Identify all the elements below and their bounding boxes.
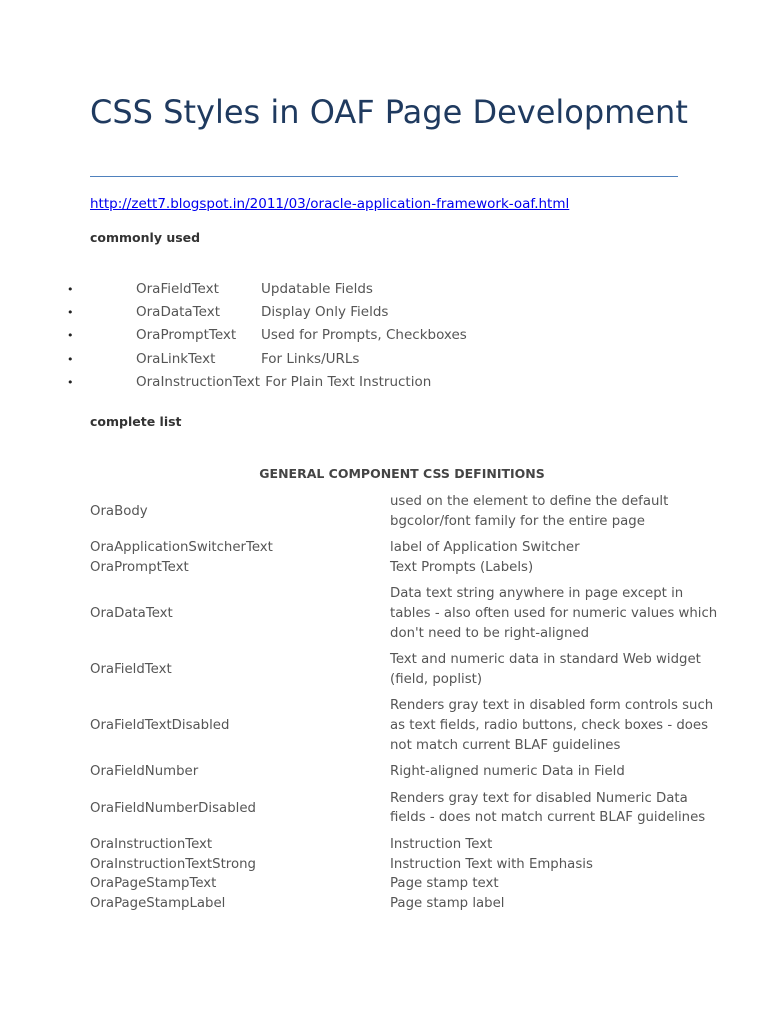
- bullet-icon: •: [67, 283, 74, 296]
- table-row: [90, 874, 730, 894]
- definitions-table-heading: GENERAL COMPONENT CSS DEFINITIONS: [259, 466, 545, 481]
- definition-description: Instruction Text with Emphasis: [390, 856, 593, 872]
- definition-name: OraFieldNumberDisabled: [90, 800, 256, 816]
- table-row: [90, 584, 730, 643]
- commonly-used-list: [0, 281, 768, 397]
- title-divider: [90, 176, 678, 177]
- definition-description: Renders gray text in disabled form controls such as text fields, radio buttons, check boxes - does not match current BLAF guidelines: [390, 698, 714, 753]
- css-class-description: Updatable Fields: [261, 281, 373, 297]
- complete-list-heading: complete list: [90, 414, 182, 429]
- definitions-table: [90, 492, 730, 913]
- table-row: [90, 789, 730, 828]
- css-class-name: OraFieldText: [136, 281, 219, 297]
- definition-description: Text Prompts (Labels): [390, 559, 534, 575]
- table-row: [90, 650, 730, 689]
- bullet-icon: •: [67, 329, 74, 343]
- commonly-used-heading: commonly used: [90, 230, 201, 245]
- definition-name: OraPromptText: [90, 559, 189, 575]
- list-item: [0, 351, 768, 374]
- table-row: [90, 538, 730, 558]
- definition-description: Page stamp text: [390, 876, 499, 892]
- page-title: CSS Styles in OAF Page Development: [90, 93, 688, 131]
- definition-name: OraFieldText: [90, 661, 172, 677]
- list-item: [0, 327, 768, 350]
- bullet-icon: •: [67, 306, 74, 320]
- definition-name: OraDataText: [90, 605, 173, 621]
- definition-description: label of Application Switcher: [390, 540, 580, 556]
- definition-name: OraBody: [90, 503, 148, 519]
- css-class-description: For Plain Text Instruction: [261, 373, 432, 390]
- table-row: [90, 696, 730, 755]
- css-class-name: OraPromptText: [136, 327, 237, 344]
- definition-name: OraFieldNumber: [90, 764, 199, 780]
- table-row: [90, 492, 730, 531]
- bullet-icon: •: [67, 352, 74, 366]
- definition-description: Instruction Text: [390, 836, 493, 852]
- table-row: [90, 762, 730, 782]
- table-row: [90, 835, 730, 855]
- table-row: [90, 855, 730, 875]
- css-class-description: Display Only Fields: [261, 304, 389, 321]
- definition-description: Page stamp label: [390, 895, 505, 911]
- definition-description: Text and numeric data in standard Web widget (field, poplist): [390, 652, 701, 687]
- table-row: [90, 558, 730, 578]
- definition-name: OraPageStampLabel: [90, 895, 226, 911]
- css-class-name: OraLinkText: [136, 350, 216, 367]
- definition-name: OraInstructionTextStrong: [90, 856, 256, 872]
- definition-name: OraFieldTextDisabled: [90, 717, 230, 733]
- css-class-description: For Links/URLs: [261, 350, 360, 367]
- definition-description: Data text string anywhere in page except in tables - also often used for numeric values which don't need to be right-aligned: [390, 586, 718, 641]
- definition-name: OraApplicationSwitcherText: [90, 540, 273, 556]
- definition-description: Right-aligned numeric Data in Field: [390, 764, 625, 780]
- source-link[interactable]: http://zett7.blogspot.in/2011/03/oracle-application-framework-oaf.html: [90, 196, 570, 212]
- bullet-icon: •: [67, 375, 74, 389]
- css-class-description: Used for Prompts, Checkboxes: [261, 327, 467, 344]
- list-item: [0, 304, 768, 327]
- definition-name: OraPageStampText: [90, 876, 217, 892]
- list-item: [0, 374, 768, 397]
- css-class-name: OraInstructionText: [136, 373, 261, 390]
- definition-name: OraInstructionText: [90, 836, 213, 852]
- definition-description: Renders gray text for disabled Numeric Data fields - does not match current BLAF guidelines: [390, 790, 706, 826]
- definition-description: used on the element to define the default bgcolor/font family for the entire page: [390, 494, 669, 529]
- css-class-name: OraDataText: [136, 304, 220, 321]
- table-row: [90, 894, 730, 914]
- list-item: [0, 281, 768, 304]
